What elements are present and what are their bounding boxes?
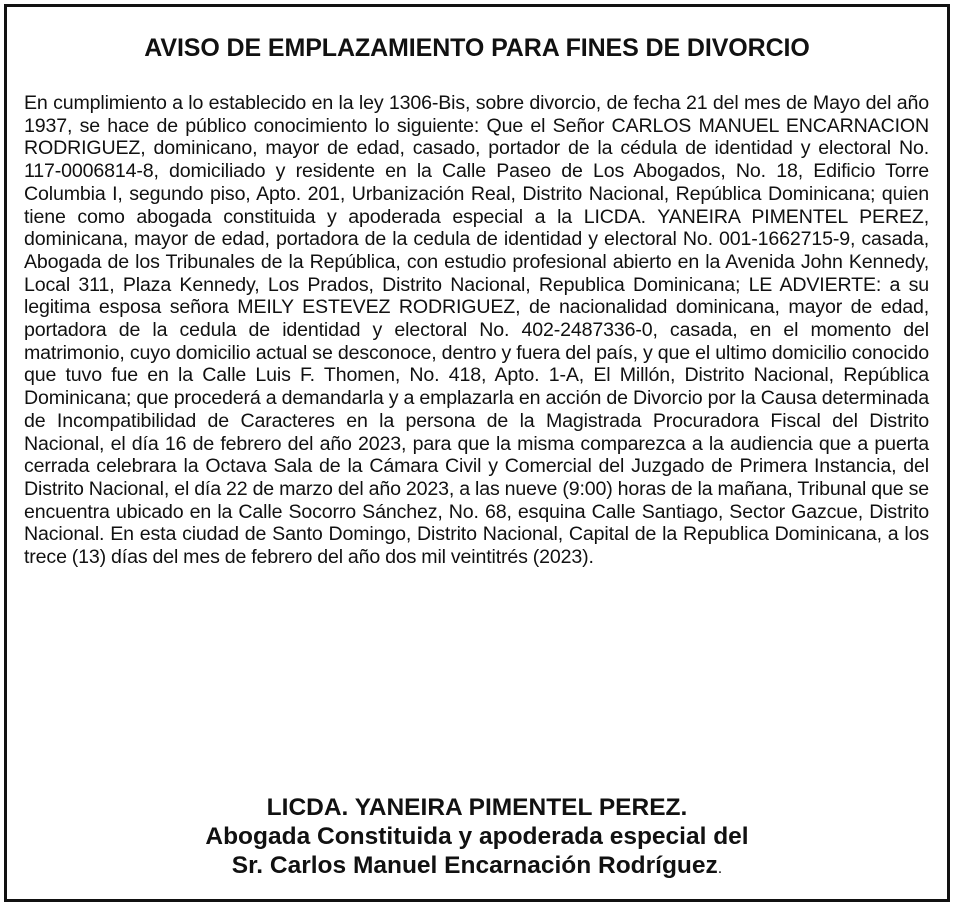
signature-client: Sr. Carlos Manuel Encarnación Rodríguez: [231, 852, 718, 879]
signature-role: Abogada Constituida y apoderada especial del: [205, 823, 749, 850]
signature-name: LICDA. YANEIRA PIMENTEL PEREZ.: [266, 794, 688, 821]
signature-client-line: [7, 851, 947, 883]
notice-body: En cumplimiento a lo establecido en la ley 1306-Bis, sobre divorcio, de fecha 21 del mes de Mayo del año 1937, se hace de público conocimiento lo siguiente: Que el Señor CARLOS MANUEL ENCARNACION RODRIGUEZ, dominicano, mayor de edad, casado, portador de la cédula de identidad y electoral No. 117-0006814-8, domiciliado y residente en la Calle Paseo de Los Abogados, No. 18, Edificio Torre Columbia I, segundo piso, Apto. 201, Urbanización Real, Distrito Nacional, República Dominicana; quien tiene como abogada constituida y apoderada especial a la LICDA. YANEIRA PIMENTEL PEREZ, dominicana, mayor de edad, portadora de la cedula de identidad y electoral No. 001-1662715-9, casada, Abogada de los Tribunales de la República, con estudio profesional abierto en la Avenida John Kennedy, Local 311, Plaza Kennedy, Los Prados, Distrito Nacional, Republica Dominicana; LE ADVIERTE: a su legitima esposa señora MEILY ESTEVEZ RODRIGUEZ, de nacionalidad dominicana, mayor de edad, portadora de la cedula de identidad y electoral No. 402-2487336-0, casada, en el momento del matrimonio, cuyo domicilio actual se desconoce, dentro y fuera del país, y que el ultimo domicilio conocido que tuvo fue en la Calle Luis F. Thomen, No. 418, Apto. 1-A, El Millón, Distrito Nacional, República Dominicana; que procederá a demandarla y a emplazarla en acción de Divorcio por la Causa determinada de Incompatibilidad de Caracteres en la persona de la Magistrada Procuradora Fiscal del Distrito Nacional, el día 16 de febrero del año 2023, para que la misma comparezca a la audiencia que a puerta cerrada celebrara la Octava Sala de la Cámara Civil y Comercial del Juzgado de Primera Instancia, del Distrito Nacional, el día 22 de marzo del año 2023, a las nueve (9:00) horas de la mañana, Tribunal que se encuentra ubicado en la Calle Socorro Sánchez, No. 68, esquina Calle Santiago, Sector Gazcue, Distrito Nacional. En esta ciudad de Santo Domingo, Distrito Nacional, Capital de la Republica Dominicana, a los trece (13) días del mes de febrero del año dos mil veintitrés (2023).: [24, 92, 929, 569]
signature-trailing-mark: .: [717, 860, 723, 877]
legal-notice: [4, 4, 950, 902]
notice-title: AVISO DE EMPLAZAMIENTO PARA FINES DE DIVORCIO: [144, 34, 810, 62]
signature-block: [7, 793, 947, 883]
